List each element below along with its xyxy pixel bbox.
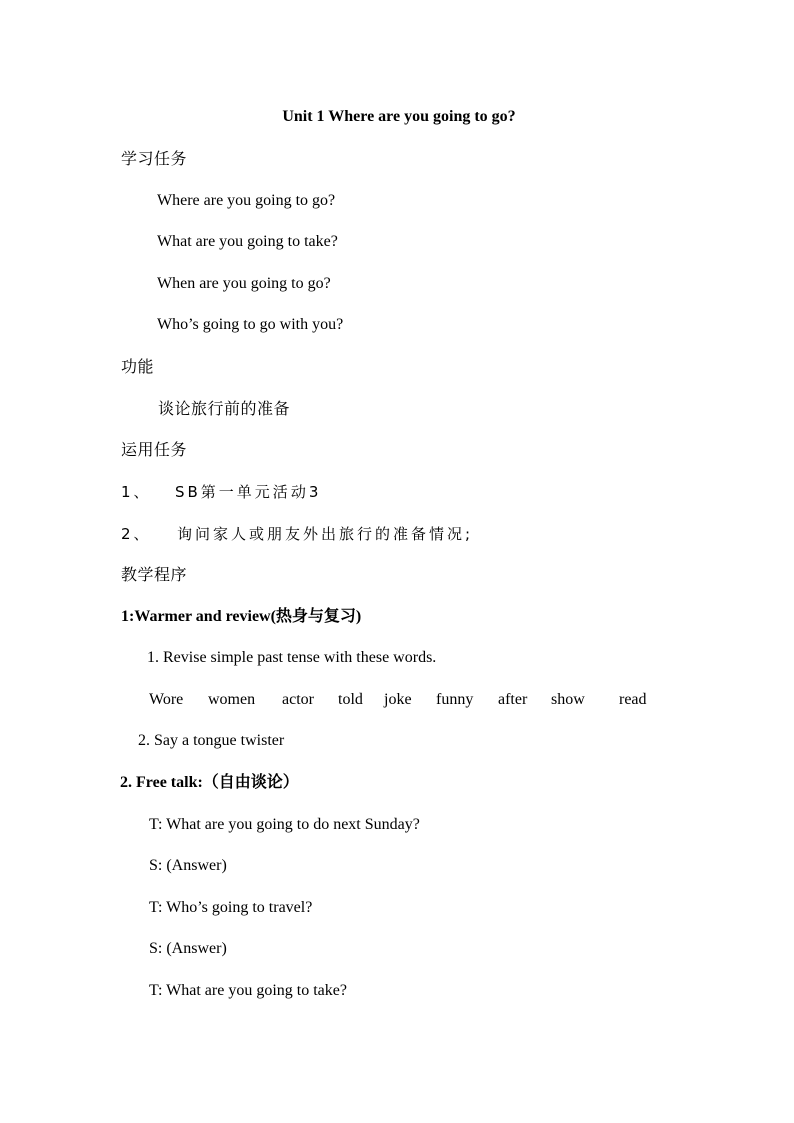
vocabulary-word: told — [338, 691, 363, 708]
document-title: Unit 1 Where are you going to go? — [282, 108, 516, 125]
heading-application-tasks: 运用任务 — [121, 440, 188, 459]
dialogue-line: S: (Answer) — [149, 857, 227, 874]
dialogue-line: T: What are you going to do next Sunday? — [149, 816, 420, 833]
vocabulary-word: joke — [384, 691, 412, 708]
step2-heading: 2. Free talk:（自由谈论） — [120, 774, 299, 791]
vocabulary-word: Wore — [149, 691, 184, 708]
step1-sub-item: 1. Revise simple past tense with these words. — [147, 649, 437, 666]
heading-function: 功能 — [121, 357, 155, 376]
learning-task-item: Who’s going to go with you? — [157, 316, 344, 333]
application-task-text: SB第一单元活动3 — [175, 483, 322, 501]
vocabulary-word: women — [208, 691, 256, 708]
learning-task-item: What are you going to take? — [157, 233, 338, 250]
application-task-number: 1、 — [121, 483, 152, 501]
dialogue-line: T: What are you going to take? — [149, 982, 347, 999]
vocabulary-word: after — [498, 691, 528, 708]
heading-learning-tasks: 学习任务 — [121, 149, 188, 168]
learning-task-item: When are you going to go? — [157, 275, 331, 292]
vocabulary-word: read — [619, 691, 647, 708]
vocabulary-word: show — [551, 691, 585, 708]
step1-sub-item: 2. Say a tongue twister — [138, 732, 285, 749]
learning-task-item: Where are you going to go? — [157, 192, 336, 209]
vocabulary-word: funny — [436, 691, 474, 708]
function-text: 谈论旅行前的准备 — [158, 399, 291, 418]
step1-heading: 1:Warmer and review(热身与复习) — [121, 608, 362, 625]
application-task-number: 2、 — [121, 525, 152, 543]
vocabulary-word: actor — [282, 691, 314, 708]
dialogue-line: T: Who’s going to travel? — [149, 899, 313, 916]
heading-procedure: 教学程序 — [121, 565, 188, 584]
application-task-text: 询问家人或朋友外出旅行的准备情况; — [177, 525, 474, 543]
dialogue-line: S: (Answer) — [149, 940, 227, 957]
